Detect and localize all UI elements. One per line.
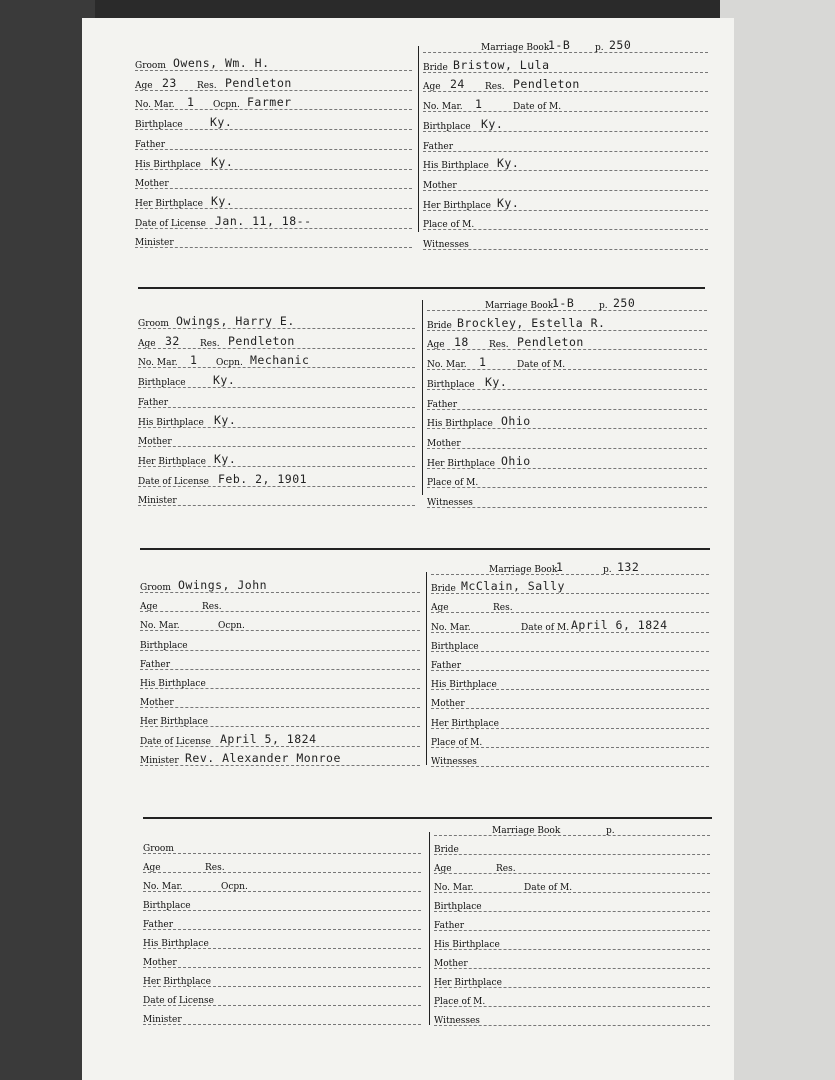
mother-label: Mother [431, 699, 465, 710]
bride-row [423, 195, 708, 213]
bride-row [423, 37, 708, 55]
her-birthplace-label: Her Birthplace [140, 717, 208, 728]
bride-row [431, 751, 709, 769]
res-label: Res. [496, 864, 516, 874]
father-label: Father [143, 920, 174, 930]
column-divider-1 [418, 46, 419, 232]
bride-row [423, 96, 708, 114]
groom-age: 23 [162, 75, 177, 90]
bride-row [434, 820, 710, 838]
father-label: Father [138, 397, 169, 408]
no-mar-label: No. Mar. [427, 360, 467, 371]
bride-row [423, 234, 708, 252]
marriage-book-number: 1-B [552, 296, 575, 310]
groom-row [140, 596, 420, 614]
his-birthplace-label: His Birthplace [135, 159, 201, 170]
no-mar-label: No. Mar. [434, 883, 474, 893]
birthplace-label: Birthplace [140, 640, 188, 651]
groom-row [135, 114, 412, 132]
column-divider-2 [422, 300, 423, 495]
bride-row-line [423, 52, 708, 53]
groom-age: 32 [165, 333, 180, 348]
date-of-license-label: Date of License [140, 736, 211, 747]
groom-row-line [143, 891, 421, 892]
bride-row [434, 991, 710, 1009]
groom-row [138, 471, 415, 489]
bride-row [427, 315, 707, 333]
her-birthplace-label: Her Birthplace [135, 198, 203, 209]
bride-row-line [423, 190, 708, 191]
groom-row-line [135, 70, 412, 71]
groom-row [138, 372, 415, 390]
marriage-book-page: 250 [609, 38, 632, 52]
groom-row [138, 313, 415, 331]
groom-his-birthplace: Ky. [211, 154, 234, 169]
groom-row [140, 635, 420, 653]
mother-label: Mother [140, 698, 174, 709]
groom-her-birthplace: Ky. [214, 451, 237, 466]
bride-row [434, 896, 710, 914]
groom-row [135, 154, 412, 172]
place-of-m-label: Place of M. [427, 478, 479, 489]
groom-row [135, 55, 412, 73]
date-of-license-label: Date of License [135, 218, 206, 229]
minister-label: Minister [138, 496, 177, 507]
birthplace-label: Birthplace [431, 641, 479, 652]
groom-row-line [135, 109, 412, 110]
birthplace-label: Birthplace [423, 121, 471, 132]
page-label: p. [595, 43, 604, 53]
marriage-book-label: Marriage Book [485, 301, 554, 311]
bride-row [434, 858, 710, 876]
bride-row-line [431, 632, 709, 633]
father-label: Father [135, 139, 166, 150]
bride-row [434, 915, 710, 933]
scan-right-margin [720, 0, 835, 1080]
his-birthplace-label: His Birthplace [138, 417, 204, 428]
bride-row [434, 934, 710, 952]
groom-row-line [143, 929, 421, 930]
groom-row-line [138, 407, 415, 408]
age-label: Age [431, 603, 449, 614]
bride-row [427, 334, 707, 352]
bride-row-line [427, 369, 707, 370]
bride-row-line [427, 330, 707, 331]
his-birthplace-label: His Birthplace [140, 679, 206, 689]
marriage-book-number: 1-B [548, 38, 571, 52]
ocpn-label: Ocpn. [216, 358, 243, 369]
res-label: Res. [489, 340, 509, 351]
groom-row [143, 933, 421, 951]
bride-row [431, 655, 709, 673]
groom-row-line [135, 90, 412, 91]
groom-row [143, 990, 421, 1008]
bride-row-line [431, 593, 709, 594]
groom-row [135, 134, 412, 152]
place-of-m-label: Place of M. [434, 997, 486, 1007]
groom-row [143, 971, 421, 989]
res-label: Res. [200, 338, 220, 349]
bride-row-line [431, 574, 709, 575]
groom-date-of-license: Feb. 2, 1901 [218, 471, 308, 486]
groom-row-line [138, 328, 415, 329]
groom-label: Groom [140, 583, 171, 593]
bride-res: Pendleton [513, 77, 580, 92]
bride-name: McClain, Sally [461, 579, 565, 594]
bride-no-mar: 1 [479, 355, 487, 370]
groom-no-mar: 1 [187, 95, 195, 110]
bride-row-line [434, 873, 710, 874]
birthplace-label: Birthplace [434, 902, 482, 912]
bride-row [427, 374, 707, 392]
bride-row-line [427, 409, 707, 410]
no-mar-label: No. Mar. [138, 358, 178, 369]
scan-left-margin [0, 0, 95, 1080]
age-label: Age [143, 863, 161, 873]
bride-row [434, 972, 710, 990]
groom-row-line [143, 1024, 421, 1025]
marriage-book-page: 250 [613, 296, 636, 310]
no-mar-label: No. Mar. [140, 621, 180, 632]
groom-label: Groom [138, 319, 169, 329]
groom-name: Owings, John [178, 578, 268, 592]
bride-row [427, 453, 707, 471]
place-of-m-label: Place of M. [431, 737, 483, 748]
mother-label: Mother [138, 437, 172, 448]
groom-row-line [143, 872, 421, 873]
marriage-book-page: 132 [617, 560, 640, 574]
groom-row-line [143, 853, 421, 854]
groom-row [138, 352, 415, 370]
groom-no-mar: 1 [190, 353, 198, 368]
groom-ocpn: Mechanic [250, 353, 310, 368]
column-divider-4 [429, 832, 430, 1025]
marriage-book-number: 1 [556, 560, 564, 574]
mother-label: Mother [434, 959, 468, 969]
no-mar-label: No. Mar. [423, 102, 463, 113]
bride-row [427, 492, 707, 510]
groom-row [138, 490, 415, 508]
bride-row [423, 155, 708, 173]
bride-row [431, 578, 709, 596]
bride-her-birthplace: Ky. [497, 195, 520, 210]
bride-row-line [431, 612, 709, 613]
bride-row-line [434, 930, 710, 931]
her-birthplace-label: Her Birthplace [431, 718, 499, 729]
groom-row [135, 193, 412, 211]
age-label: Age [138, 338, 156, 349]
groom-row [143, 914, 421, 932]
groom-row [140, 711, 420, 729]
groom-row [138, 392, 415, 410]
groom-row-line [140, 611, 420, 612]
bride-label: Bride [423, 62, 448, 73]
bride-his-birthplace: Ky. [497, 156, 520, 171]
bride-his-birthplace: Ohio [501, 414, 531, 429]
his-birthplace-label: His Birthplace [434, 940, 500, 950]
groom-name: Owens, Wm. H. [173, 56, 270, 70]
bride-row [431, 597, 709, 615]
bride-name: Bristow, Lula [453, 57, 550, 72]
groom-row-line [140, 707, 420, 708]
groom-birthplace: Ky. [213, 373, 236, 388]
bride-row [431, 713, 709, 731]
bride-row [423, 57, 708, 75]
bride-row [431, 732, 709, 750]
page-label: p. [599, 301, 608, 311]
bride-row [434, 953, 710, 971]
page-label: p. [606, 826, 615, 836]
groom-row-line [138, 348, 415, 349]
marriage-book-label: Marriage Book [489, 565, 558, 575]
marriage-book-label: Marriage Book [481, 43, 550, 53]
bride-label: Bride [427, 320, 452, 331]
his-birthplace-label: His Birthplace [431, 680, 497, 691]
groom-row [143, 876, 421, 894]
no-mar-label: No. Mar. [143, 882, 183, 892]
minister-label: Minister [143, 1015, 182, 1025]
bride-row [431, 636, 709, 654]
bride-row-line [423, 151, 708, 152]
his-birthplace-label: His Birthplace [427, 419, 493, 430]
res-label: Res. [485, 82, 505, 93]
bride-birthplace: Ky. [485, 374, 508, 389]
groom-minister: Rev. Alexander Monroe [185, 750, 341, 765]
age-label: Age [427, 340, 445, 351]
groom-row-line [140, 630, 420, 631]
ocpn-label: Ocpn. [218, 621, 245, 632]
groom-birthplace: Ky. [210, 115, 233, 130]
groom-row [143, 895, 421, 913]
date-of-m-label: Date of M. [524, 883, 573, 893]
bride-row [427, 472, 707, 490]
bride-row-line [423, 111, 708, 112]
her-birthplace-label: Her Birthplace [434, 978, 502, 988]
section-divider-2 [138, 287, 705, 289]
no-mar-label: No. Mar. [135, 100, 175, 111]
groom-row-line [138, 446, 415, 447]
res-label: Res. [197, 80, 217, 91]
groom-row [135, 213, 412, 231]
bride-row-line [434, 835, 710, 836]
witnesses-label: Witnesses [434, 1016, 480, 1026]
bride-row [427, 433, 707, 451]
groom-row-line [143, 967, 421, 968]
mother-label: Mother [427, 438, 461, 449]
bride-row-line [423, 91, 708, 92]
section-divider-4 [143, 817, 712, 819]
groom-row [135, 75, 412, 93]
bride-row-line [434, 968, 710, 969]
bride-row [423, 214, 708, 232]
bride-age: 24 [450, 77, 465, 92]
groom-res: Pendleton [228, 333, 295, 348]
father-label: Father [434, 921, 465, 931]
mother-label: Mother [423, 180, 457, 191]
witnesses-label: Witnesses [427, 498, 473, 508]
minister-label: Minister [135, 238, 174, 249]
bride-row [427, 394, 707, 412]
age-label: Age [423, 82, 441, 93]
date-of-license-label: Date of License [138, 476, 209, 487]
age-label: Age [135, 80, 153, 91]
ocpn-label: Ocpn. [221, 882, 248, 892]
bride-row [423, 116, 708, 134]
groom-row [143, 952, 421, 970]
groom-row [135, 232, 412, 250]
bride-row-line [427, 310, 707, 311]
witnesses-label: Witnesses [431, 757, 477, 767]
groom-row [140, 673, 420, 691]
column-divider-3 [426, 572, 427, 765]
her-birthplace-label: Her Birthplace [423, 200, 491, 211]
groom-row [138, 431, 415, 449]
groom-res: Pendleton [225, 75, 292, 90]
bride-row [431, 617, 709, 635]
date-of-m-label: Date of M. [517, 360, 566, 371]
groom-row [138, 412, 415, 430]
bride-row [434, 839, 710, 857]
groom-label: Groom [143, 844, 174, 854]
mother-label: Mother [143, 958, 177, 968]
groom-row [143, 857, 421, 875]
age-label: Age [140, 602, 158, 613]
bride-row [431, 693, 709, 711]
groom-row [138, 451, 415, 469]
groom-her-birthplace: Ky. [211, 193, 234, 208]
age-label: Age [434, 864, 452, 874]
her-birthplace-label: Her Birthplace [143, 977, 211, 987]
bride-row [427, 295, 707, 313]
her-birthplace-label: Her Birthplace [427, 458, 495, 469]
birthplace-label: Birthplace [138, 378, 186, 389]
bride-row [431, 674, 709, 692]
bride-row [434, 877, 710, 895]
groom-name: Owings, Harry E. [176, 314, 295, 328]
bride-row-line [431, 708, 709, 709]
groom-row [143, 1009, 421, 1027]
father-label: Father [431, 661, 462, 671]
minister-label: Minister [140, 755, 179, 766]
groom-row-line [140, 592, 420, 593]
birthplace-label: Birthplace [427, 379, 475, 390]
groom-row [140, 731, 420, 749]
her-birthplace-label: Her Birthplace [138, 456, 206, 467]
bride-row-line [434, 854, 710, 855]
bride-name: Brockley, Estella R. [457, 315, 606, 330]
groom-label: Groom [135, 61, 166, 71]
groom-row [140, 615, 420, 633]
bride-no-mar: 1 [475, 97, 483, 112]
witnesses-label: Witnesses [423, 240, 469, 250]
ocpn-label: Ocpn. [213, 100, 240, 111]
place-of-m-label: Place of M. [423, 220, 475, 231]
mother-label: Mother [135, 179, 169, 190]
groom-row [138, 333, 415, 351]
bride-row [423, 175, 708, 193]
groom-row [140, 654, 420, 672]
groom-row [135, 173, 412, 191]
page-label: p. [603, 565, 612, 575]
father-label: Father [423, 141, 454, 152]
bride-row-line [427, 448, 707, 449]
groom-row-line [140, 669, 420, 670]
date-of-m-label: Date of M. [513, 102, 562, 113]
bride-row [431, 559, 709, 577]
father-label: Father [427, 399, 458, 410]
his-birthplace-label: His Birthplace [423, 161, 489, 172]
date-of-m-label: Date of M. [521, 622, 570, 633]
bride-res: Pendleton [517, 335, 584, 350]
groom-row [143, 838, 421, 856]
groom-date-of-license: Jan. 11, 18-- [215, 213, 312, 228]
bride-age: 18 [454, 335, 469, 350]
marriage-book-label: Marriage Book [492, 826, 561, 836]
no-mar-label: No. Mar. [431, 622, 471, 633]
groom-row [140, 692, 420, 710]
bride-row-line [427, 349, 707, 350]
bride-date-of-m: April 6, 1824 [571, 617, 668, 632]
res-label: Res. [205, 863, 225, 873]
father-label: Father [140, 659, 171, 670]
bride-row [423, 136, 708, 154]
bride-row [427, 354, 707, 372]
bride-row [423, 76, 708, 94]
res-label: Res. [493, 603, 513, 614]
groom-row-line [135, 188, 412, 189]
bride-her-birthplace: Ohio [501, 453, 531, 468]
bride-label: Bride [434, 845, 459, 855]
groom-row-line [140, 765, 420, 766]
section-divider-3 [140, 548, 710, 550]
date-of-license-label: Date of License [143, 996, 214, 1006]
his-birthplace-label: His Birthplace [143, 939, 209, 949]
groom-row-line [135, 149, 412, 150]
bride-row [427, 413, 707, 431]
bride-row-line [423, 72, 708, 73]
bride-row-line [431, 670, 709, 671]
groom-row [140, 577, 420, 595]
birthplace-label: Birthplace [143, 901, 191, 911]
groom-row-line [138, 367, 415, 368]
res-label: Res. [202, 602, 222, 613]
groom-row-line [135, 247, 412, 248]
bride-label: Bride [431, 584, 456, 595]
groom-row-line [138, 505, 415, 506]
groom-ocpn: Farmer [247, 95, 292, 110]
groom-row [140, 750, 420, 768]
groom-date-of-license: April 5, 1824 [220, 731, 317, 746]
birthplace-label: Birthplace [135, 120, 183, 131]
groom-his-birthplace: Ky. [214, 412, 237, 427]
bride-birthplace: Ky. [481, 116, 504, 131]
bride-row [434, 1010, 710, 1028]
groom-row [135, 94, 412, 112]
